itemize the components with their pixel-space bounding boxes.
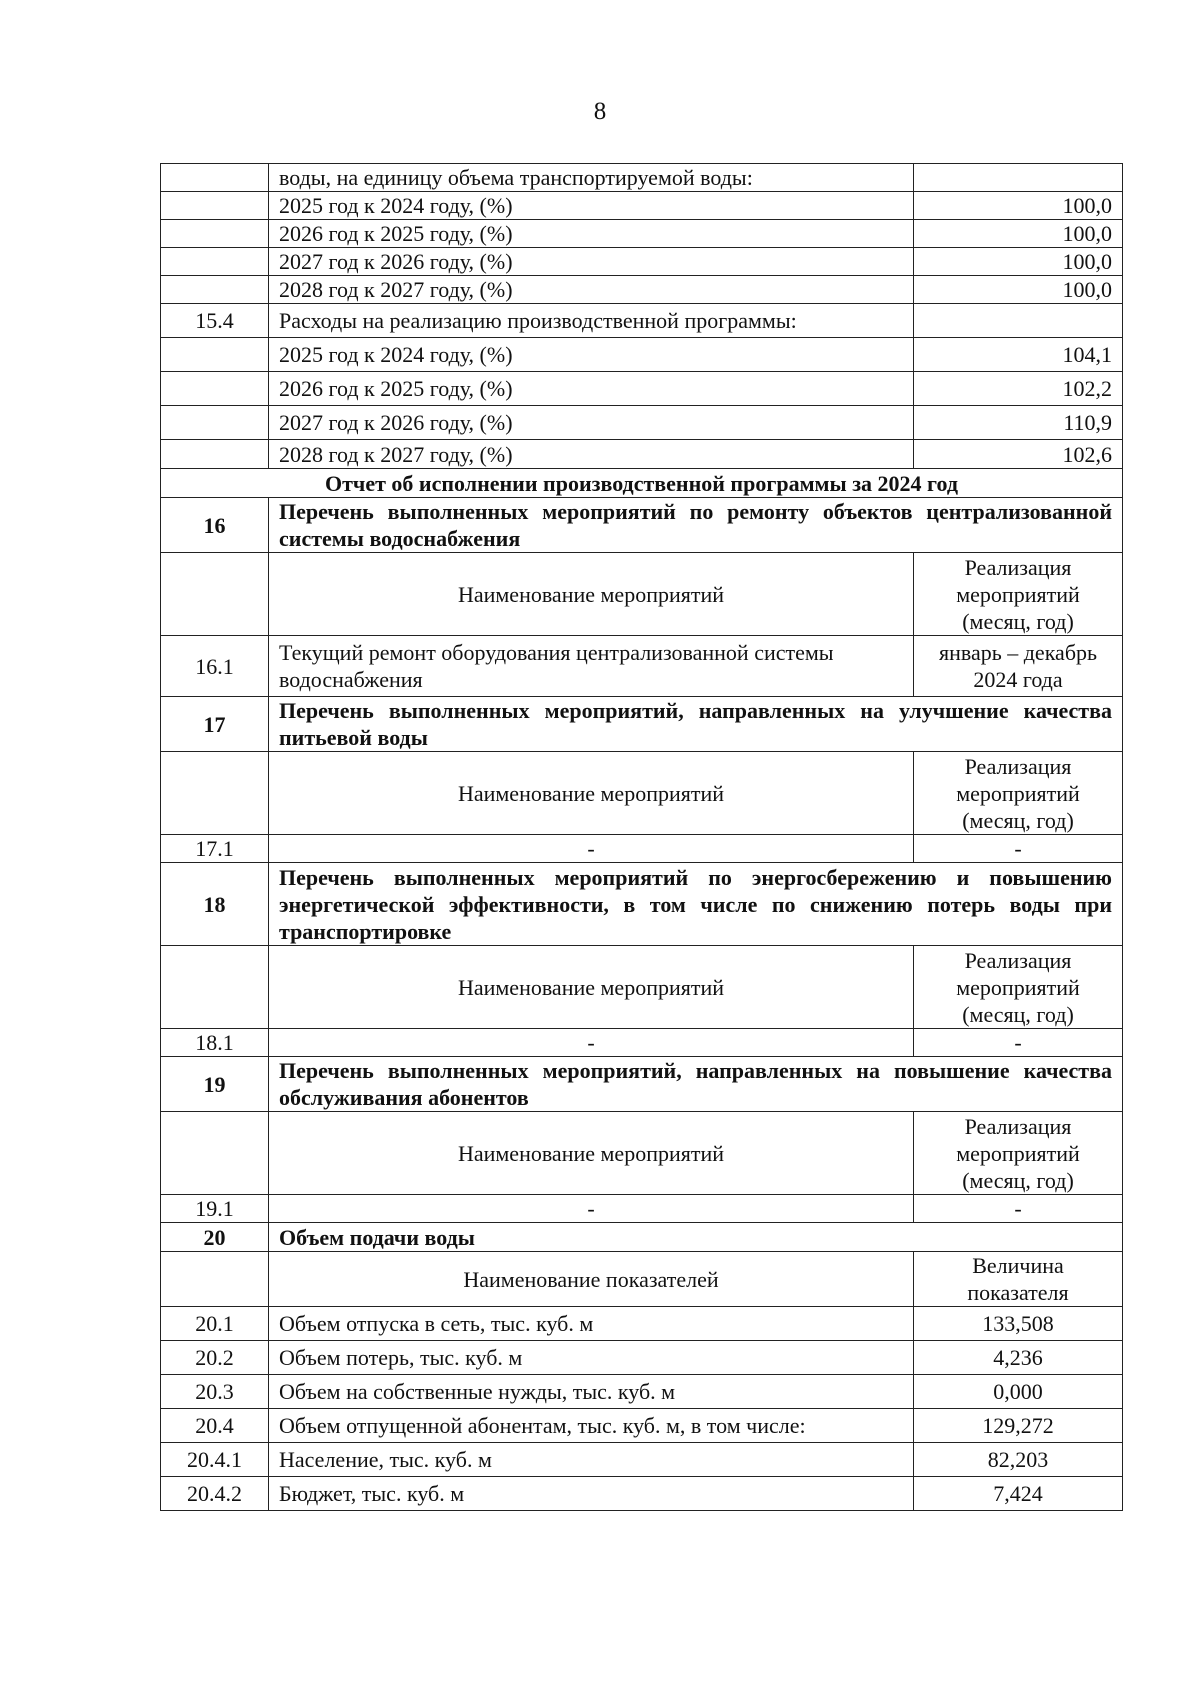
section-header-row (161, 1223, 1123, 1252)
column-header: Наименование мероприятий (269, 752, 914, 835)
table-row (161, 1341, 1123, 1375)
label-cell: 2028 год к 2027 году, (%) (269, 276, 914, 304)
label-cell: 2027 год к 2026 году, (%) (269, 406, 914, 440)
section-number: 16 (161, 498, 269, 553)
label-cell: Объем отпущенной абонентам, тыс. куб. м, в том числе: (269, 1409, 914, 1443)
label-cell: Объем отпуска в сеть, тыс. куб. м (269, 1307, 914, 1341)
section-title: Объем подачи воды (269, 1223, 1123, 1252)
column-header: Реализация мероприятий (месяц, год) (914, 553, 1123, 636)
section-header-row (161, 1057, 1123, 1112)
value-cell: - (914, 1029, 1123, 1057)
num-cell: 17.1 (161, 835, 269, 863)
table-row (161, 192, 1123, 220)
num-cell: 20.4 (161, 1409, 269, 1443)
column-header: Наименование мероприятий (269, 946, 914, 1029)
label-cell: Текущий ремонт оборудования централизованной системы водоснабжения (269, 636, 914, 697)
section-header-row (161, 498, 1123, 553)
column-header-row (161, 752, 1123, 835)
value-cell: 100,0 (914, 220, 1123, 248)
value-cell: январь – декабрь 2024 года (914, 636, 1123, 697)
section-header-row (161, 863, 1123, 946)
report-heading: Отчет об исполнении производственной программы за 2024 год (161, 469, 1123, 498)
value-cell: 100,0 (914, 248, 1123, 276)
num-cell: 20.4.2 (161, 1477, 269, 1511)
column-header: Реализация мероприятий (месяц, год) (914, 946, 1123, 1029)
num-cell: 20.4.1 (161, 1443, 269, 1477)
value-cell: 133,508 (914, 1307, 1123, 1341)
table-row (161, 1195, 1123, 1223)
column-header: Наименование мероприятий (269, 553, 914, 636)
num-cell (161, 164, 269, 192)
label-cell: 2025 год к 2024 году, (%) (269, 192, 914, 220)
table-row (161, 220, 1123, 248)
table-row (161, 1307, 1123, 1341)
value-cell: 100,0 (914, 192, 1123, 220)
num-cell: 20.1 (161, 1307, 269, 1341)
value-cell: 4,236 (914, 1341, 1123, 1375)
label-cell: - (269, 835, 914, 863)
value-cell: 102,2 (914, 372, 1123, 406)
num-cell: 18.1 (161, 1029, 269, 1057)
label-cell: Расходы на реализацию производственной программы: (269, 304, 914, 338)
value-cell: 7,424 (914, 1477, 1123, 1511)
column-header: Величина показателя (914, 1252, 1123, 1307)
table-row (161, 1477, 1123, 1511)
value-cell: - (914, 835, 1123, 863)
value-cell (914, 164, 1123, 192)
label-cell: Население, тыс. куб. м (269, 1443, 914, 1477)
value-cell: 0,000 (914, 1375, 1123, 1409)
column-header: Реализация мероприятий (месяц, год) (914, 1112, 1123, 1195)
value-cell: 100,0 (914, 276, 1123, 304)
table-row (161, 372, 1123, 406)
label-cell: Объем на собственные нужды, тыс. куб. м (269, 1375, 914, 1409)
label-cell: - (269, 1195, 914, 1223)
label-cell: 2027 год к 2026 году, (%) (269, 248, 914, 276)
label-cell: 2028 год к 2027 году, (%) (269, 440, 914, 469)
table-row (161, 835, 1123, 863)
value-cell: 82,203 (914, 1443, 1123, 1477)
value-cell: 129,272 (914, 1409, 1123, 1443)
section-title: Перечень выполненных мероприятий по ремонту объектов централизованной системы водоснабжения (269, 498, 1123, 553)
table-row (161, 1029, 1123, 1057)
column-header: Реализация мероприятий (месяц, год) (914, 752, 1123, 835)
table-row (161, 164, 1123, 192)
table-row (161, 406, 1123, 440)
section-number: 18 (161, 863, 269, 946)
section-header-row (161, 697, 1123, 752)
table-row (161, 1409, 1123, 1443)
section-title: Перечень выполненных мероприятий, направленных на повышение качества обслуживания абонентов (269, 1057, 1123, 1112)
label-cell: 2026 год к 2025 году, (%) (269, 220, 914, 248)
column-header: Наименование показателей (269, 1252, 914, 1307)
value-cell: 102,6 (914, 440, 1123, 469)
column-header-row (161, 1252, 1123, 1307)
table-row (161, 636, 1123, 697)
num-cell: 20.2 (161, 1341, 269, 1375)
column-header: Наименование мероприятий (269, 1112, 914, 1195)
num-cell: 20.3 (161, 1375, 269, 1409)
value-cell: 110,9 (914, 406, 1123, 440)
num-cell: 19.1 (161, 1195, 269, 1223)
table-row (161, 440, 1123, 469)
value-cell: - (914, 1195, 1123, 1223)
label-cell: 2025 год к 2024 году, (%) (269, 338, 914, 372)
table-row (161, 1443, 1123, 1477)
column-header-row (161, 553, 1123, 636)
page-number: 8 (593, 98, 607, 125)
column-header-row (161, 946, 1123, 1029)
table-row (161, 338, 1123, 372)
table-row (161, 276, 1123, 304)
section-number: 19 (161, 1057, 269, 1112)
label-cell: Бюджет, тыс. куб. м (269, 1477, 914, 1511)
indicators-table (160, 163, 1123, 1511)
table-row (161, 304, 1123, 338)
table-row (161, 469, 1123, 498)
section-title: Перечень выполненных мероприятий по энергосбережению и повышению энергетической эффективности, в том числе по снижению потерь воды при транспортировке (269, 863, 1123, 946)
section-number: 17 (161, 697, 269, 752)
column-header-row (161, 1112, 1123, 1195)
section-number: 20 (161, 1223, 269, 1252)
table-row (161, 248, 1123, 276)
label-cell: - (269, 1029, 914, 1057)
label-cell: воды, на единицу объема транспортируемой воды: (269, 164, 914, 192)
label-cell: 2026 год к 2025 году, (%) (269, 372, 914, 406)
table-row (161, 1375, 1123, 1409)
num-cell: 16.1 (161, 636, 269, 697)
num-cell: 15.4 (161, 304, 269, 338)
value-cell: 104,1 (914, 338, 1123, 372)
label-cell: Объем потерь, тыс. куб. м (269, 1341, 914, 1375)
section-title: Перечень выполненных мероприятий, направленных на улучшение качества питьевой воды (269, 697, 1123, 752)
